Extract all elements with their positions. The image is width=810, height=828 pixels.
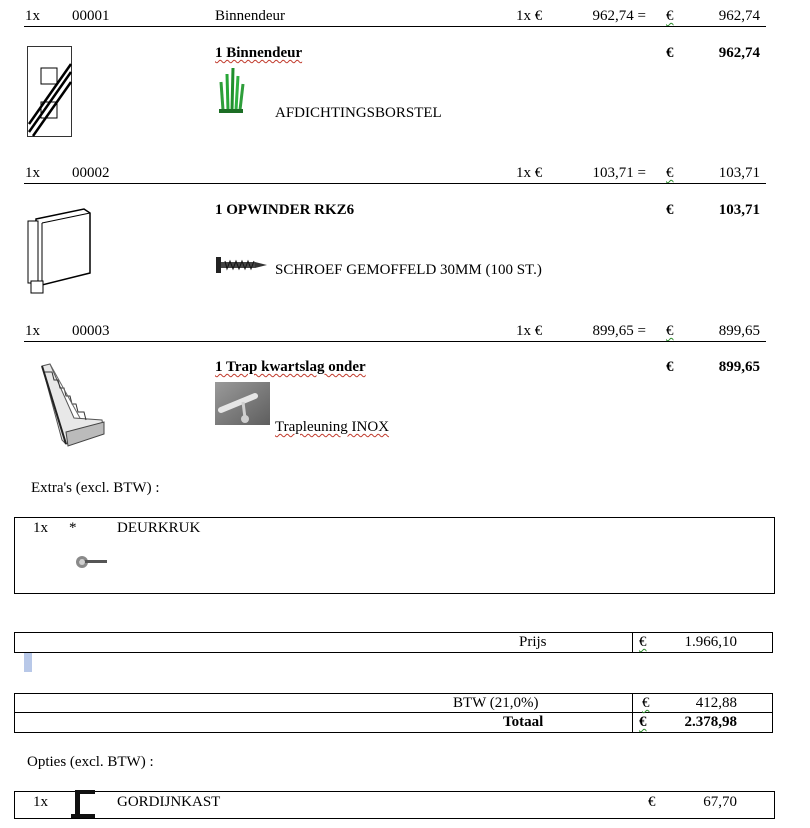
vat-label: BTW (21,0%) bbox=[453, 695, 539, 711]
item-title-currency: € bbox=[666, 45, 674, 61]
extras-label: DEURKRUK bbox=[117, 520, 201, 536]
total-value: 2.378,98 bbox=[684, 714, 737, 730]
options-box bbox=[14, 791, 775, 819]
item-unit-qty: 1x € bbox=[516, 323, 543, 339]
item-line-total: 103,71 bbox=[718, 165, 760, 181]
item-qty: 1x bbox=[25, 165, 40, 181]
door-handle-icon bbox=[75, 554, 109, 570]
price-row bbox=[14, 632, 773, 653]
extras-marker: * bbox=[69, 520, 77, 536]
vat-value: 412,88 bbox=[695, 695, 737, 711]
item-option: AFDICHTINGSBORSTEL bbox=[275, 105, 442, 121]
staircase-icon bbox=[40, 362, 110, 448]
item-unit-price: 899,65 = bbox=[592, 323, 646, 339]
item-option: Trapleuning INOX bbox=[275, 419, 390, 435]
handrail-icon bbox=[215, 382, 270, 425]
item-unit-price: 962,74 = bbox=[592, 8, 646, 24]
item-line-total: 899,65 bbox=[718, 323, 760, 339]
item-code: 00002 bbox=[72, 165, 110, 181]
item-divider bbox=[24, 341, 766, 342]
item-title: 1 OPWINDER RKZ6 bbox=[215, 202, 355, 218]
options-qty: 1x bbox=[33, 794, 48, 810]
item-code: 00003 bbox=[72, 323, 110, 339]
extras-heading: Extra's (excl. BTW) : bbox=[31, 480, 160, 496]
item-title: 1 Binnendeur bbox=[215, 45, 303, 61]
curtain-box-icon bbox=[71, 788, 97, 820]
item-title: 1 Trap kwartslag onder bbox=[215, 359, 366, 375]
door-icon bbox=[27, 46, 73, 138]
price-value: 1.966,10 bbox=[684, 634, 737, 650]
item-currency: € bbox=[666, 323, 674, 339]
item-divider bbox=[24, 26, 766, 27]
extras-qty: 1x bbox=[33, 520, 48, 536]
total-label: Totaal bbox=[503, 714, 544, 730]
item-name: Binnendeur bbox=[215, 8, 285, 24]
options-currency: € bbox=[648, 794, 656, 810]
vat-currency: € bbox=[642, 695, 650, 711]
winder-icon bbox=[28, 207, 98, 297]
item-qty: 1x bbox=[25, 8, 40, 24]
price-currency: € bbox=[639, 634, 647, 650]
extras-box bbox=[14, 517, 775, 594]
item-divider bbox=[24, 183, 766, 184]
item-currency: € bbox=[666, 8, 674, 24]
item-unit-price: 103,71 = bbox=[592, 165, 646, 181]
totals-table bbox=[14, 693, 773, 733]
item-title-total: 899,65 bbox=[718, 359, 760, 375]
options-heading: Opties (excl. BTW) : bbox=[27, 754, 154, 770]
item-title-currency: € bbox=[666, 202, 674, 218]
text-cursor-block bbox=[24, 653, 32, 672]
item-unit-qty: 1x € bbox=[516, 165, 543, 181]
total-currency: € bbox=[639, 714, 647, 730]
item-currency: € bbox=[666, 165, 674, 181]
options-label: GORDIJNKAST bbox=[117, 794, 221, 810]
item-unit-qty: 1x € bbox=[516, 8, 543, 24]
item-title-currency: € bbox=[666, 359, 674, 375]
item-title-total: 103,71 bbox=[718, 202, 760, 218]
item-option: SCHROEF GEMOFFELD 30MM (100 ST.) bbox=[275, 262, 542, 278]
item-qty: 1x bbox=[25, 323, 40, 339]
price-label: Prijs bbox=[519, 634, 547, 650]
item-title-total: 962,74 bbox=[718, 45, 760, 61]
item-line-total: 962,74 bbox=[718, 8, 760, 24]
brush-seal-icon bbox=[218, 66, 244, 114]
options-price: 67,70 bbox=[703, 794, 737, 810]
screw-icon bbox=[215, 255, 271, 275]
item-code: 00001 bbox=[72, 8, 110, 24]
